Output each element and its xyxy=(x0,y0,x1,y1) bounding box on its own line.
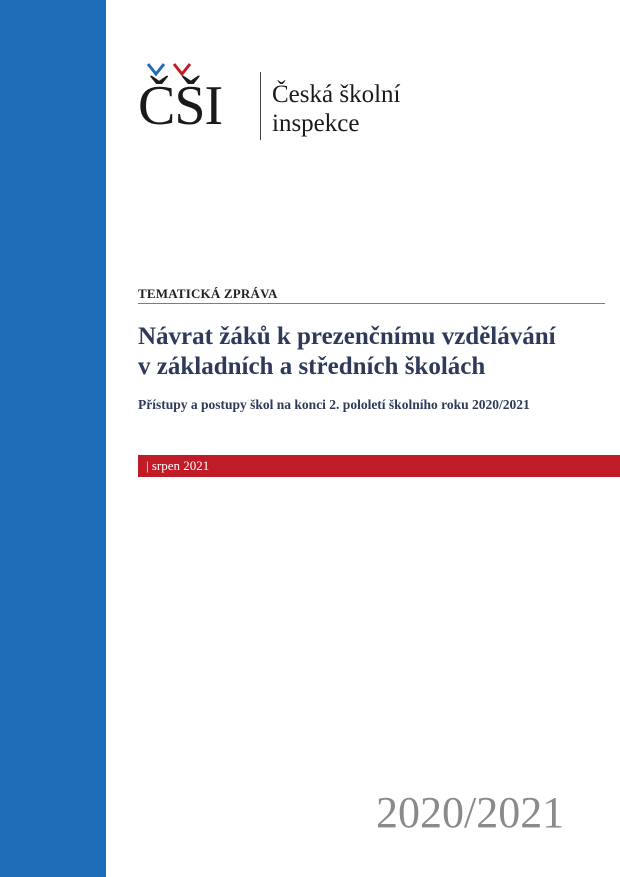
school-year: 2020/2021 xyxy=(376,788,565,837)
date-bar xyxy=(138,455,620,477)
logo-abbreviation: ČŠI xyxy=(138,75,223,137)
report-title-line2: v základních a středních školách xyxy=(138,353,486,380)
report-type-label: TEMATICKÁ ZPRÁVA xyxy=(138,286,278,301)
logo-organization-name xyxy=(272,80,442,138)
report-title xyxy=(138,322,608,382)
label-divider-rule xyxy=(138,303,605,304)
report-title-line1: Návrat žáků k prezenčnímu vzdělávání xyxy=(138,323,556,350)
logo-name-line1: Česká školní xyxy=(272,81,401,108)
side-color-band xyxy=(0,0,106,877)
publication-date: | srpen 2021 xyxy=(146,458,210,473)
logo-divider xyxy=(260,72,261,140)
logo-name-line2: inspekce xyxy=(272,110,360,137)
report-subtitle: Přístupy a postupy škol na konci 2. pololetí školního roku 2020/2021 xyxy=(138,397,530,412)
